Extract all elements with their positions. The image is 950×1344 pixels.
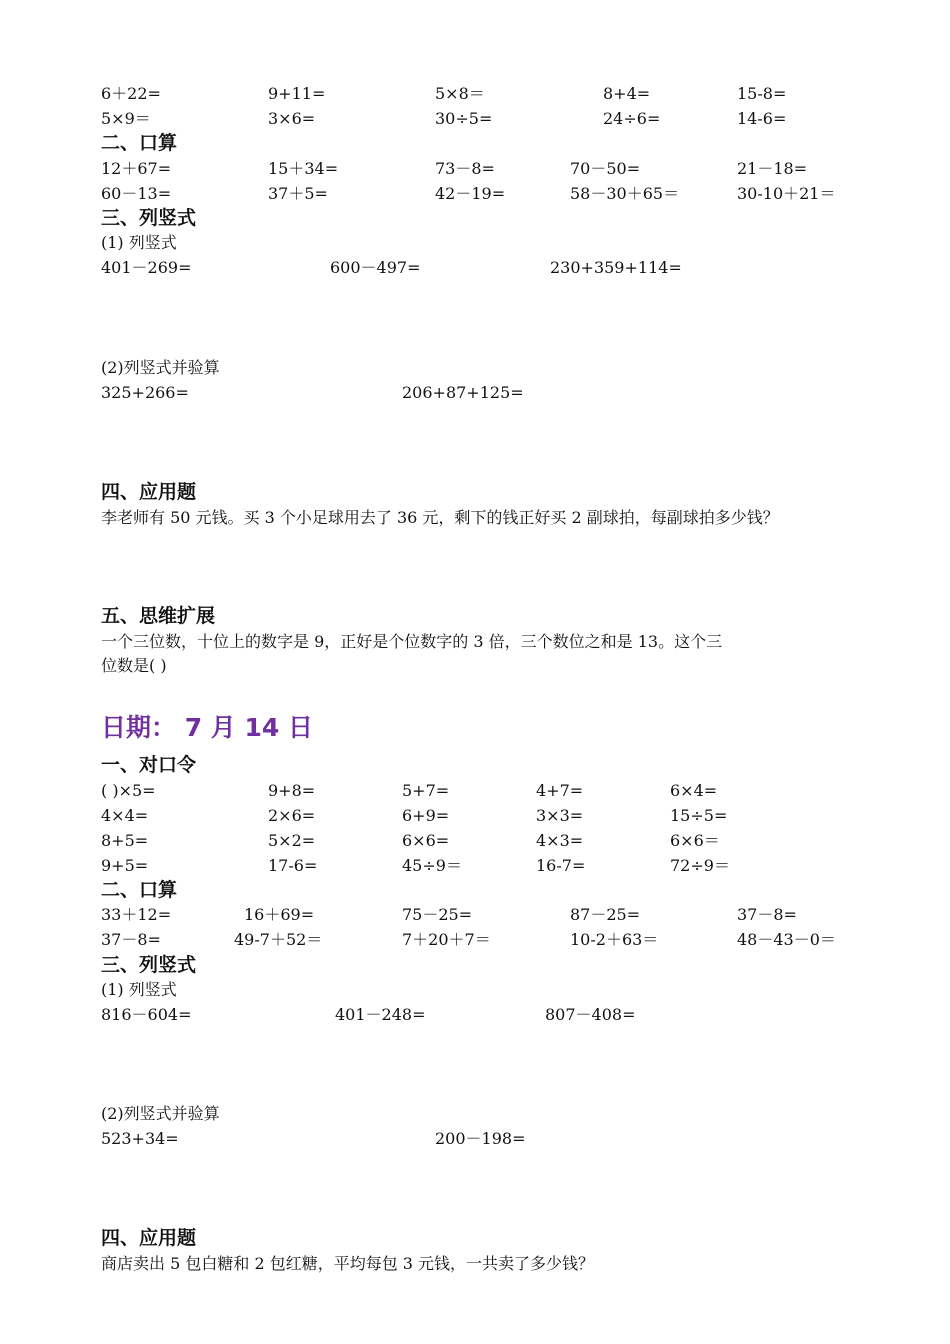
problem: 87－25= (570, 905, 641, 924)
problem: 2×6= (268, 806, 316, 825)
problem: 206+87+125= (402, 383, 524, 402)
section-heading: 五、思维扩展 (101, 605, 216, 627)
problem: 230+359+114= (550, 258, 682, 277)
problem: 6+9= (402, 806, 450, 825)
problem: 30÷5= (435, 109, 493, 128)
problem: 15-8= (737, 84, 787, 103)
problem: 401－269= (101, 258, 192, 277)
section-heading: 三、列竖式 (101, 954, 197, 976)
problem: ( )×5= (101, 781, 156, 800)
problem: 4×4= (101, 806, 149, 825)
problem: 45÷9＝ (402, 856, 462, 875)
problem: 401－248= (335, 1005, 426, 1024)
problem: 48－43－0＝ (737, 930, 836, 949)
problem: 325+266= (101, 383, 189, 402)
problem: 816－604= (101, 1005, 192, 1024)
problem: 30-10＋21＝ (737, 184, 836, 203)
problem: 42－19= (435, 184, 506, 203)
section-heading: 四、应用题 (101, 1227, 197, 1249)
problem: 9+5= (101, 856, 149, 875)
word-problem: 位数是( ) (101, 656, 167, 675)
problem: 58－30＋65＝ (570, 184, 680, 203)
problem: 5×2= (268, 831, 316, 850)
problem: 4+7= (536, 781, 584, 800)
problem: 523+34= (101, 1129, 179, 1148)
problem: 600－497= (330, 258, 421, 277)
problem: 75－25= (402, 905, 473, 924)
problem: 7＋20＋7＝ (402, 930, 491, 949)
problem: 3×6= (268, 109, 316, 128)
problem: 15＋34= (268, 159, 339, 178)
problem: 8+4= (603, 84, 651, 103)
problem: 15÷5= (670, 806, 728, 825)
problem: 3×3= (536, 806, 584, 825)
problem: 60－13= (101, 184, 172, 203)
problem: 33＋12= (101, 905, 172, 924)
problem: 5×8＝ (435, 84, 485, 103)
problem: 4×3= (536, 831, 584, 850)
problem: 5+7= (402, 781, 450, 800)
subsection-label: (2)列竖式并验算 (101, 358, 220, 377)
section-heading: 一、对口令 (101, 754, 197, 776)
problem: 70－50= (570, 159, 641, 178)
problem: 21－18= (737, 159, 808, 178)
problem: 17-6= (268, 856, 318, 875)
word-problem: 商店卖出 5 包白糖和 2 包红糖，平均每包 3 元钱，一共卖了多少钱？ (101, 1254, 595, 1273)
word-problem: 李老师有 50 元钱。买 3 个小足球用去了 36 元，剩下的钱正好买 2 副球拍，每副球拍多少钱？ (101, 508, 779, 527)
subsection-label: (1) 列竖式 (101, 980, 177, 999)
problem: 8+5= (101, 831, 149, 850)
subsection-label: (2)列竖式并验算 (101, 1104, 220, 1123)
problem: 24÷6= (603, 109, 661, 128)
section-heading: 三、列竖式 (101, 207, 197, 229)
problem: 37＋5= (268, 184, 328, 203)
problem: 5×9＝ (101, 109, 151, 128)
problem: 37－8= (101, 930, 161, 949)
problem: 16＋69= (244, 905, 315, 924)
subsection-label: (1) 列竖式 (101, 233, 177, 252)
problem: 72÷9＝ (670, 856, 730, 875)
section-heading: 四、应用题 (101, 481, 197, 503)
problem: 73－8= (435, 159, 495, 178)
problem: 16-7= (536, 856, 586, 875)
problem: 9+11= (268, 84, 326, 103)
section-heading: 二、口算 (101, 132, 178, 154)
problem: 14-6= (737, 109, 787, 128)
word-problem: 一个三位数，十位上的数字是 9，正好是个位数字的 3 倍，三个数位之和是 13。这个三 (101, 632, 723, 651)
problem: 37－8= (737, 905, 797, 924)
problem: 807－408= (545, 1005, 636, 1024)
problem: 6×4= (670, 781, 718, 800)
section-heading: 二、口算 (101, 879, 178, 901)
problem: 6＋22= (101, 84, 161, 103)
problem: 200－198= (435, 1129, 526, 1148)
date-title: 日期： 7 月 14 日 (101, 713, 313, 742)
problem: 12＋67= (101, 159, 172, 178)
problem: 6×6＝ (670, 831, 720, 850)
problem: 9+8= (268, 781, 316, 800)
problem: 6×6= (402, 831, 450, 850)
problem: 49-7＋52＝ (234, 930, 323, 949)
problem: 10-2＋63＝ (570, 930, 659, 949)
